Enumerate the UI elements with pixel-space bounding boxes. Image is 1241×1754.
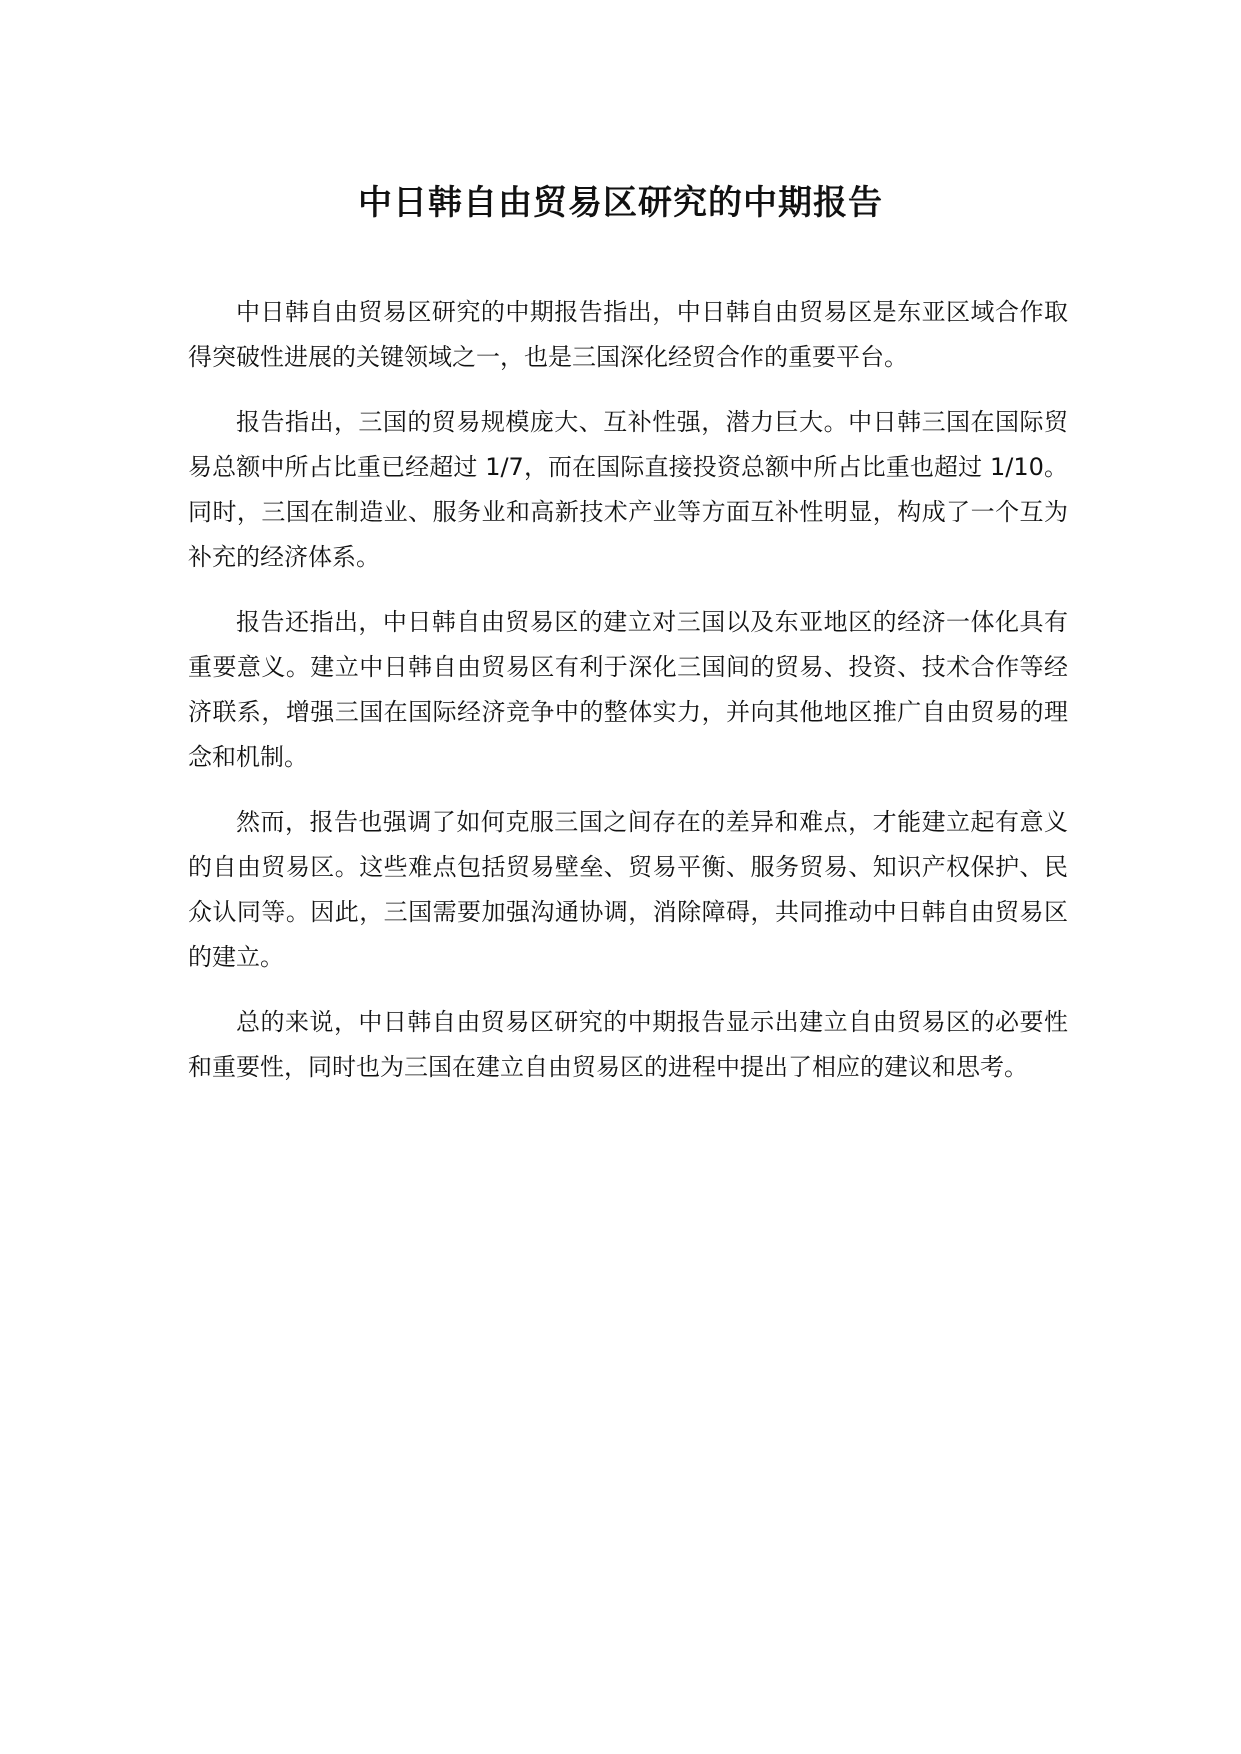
paragraph-2: 报告指出，三国的贸易规模庞大、互补性强，潜力巨大。中日韩三国在国际贸易总额中所占比重已经超过 1/7，而在国际直接投资总额中所占比重也超过 1/10。同时，三国在制造业、服务业和高新技术产业等方面互补性明显，构成了一个互为补充的经济体系。	[188, 408, 1068, 571]
paragraph-1: 中日韩自由贸易区研究的中期报告指出，中日韩自由贸易区是东亚区域合作取得突破性进展的关键领域之一，也是三国深化经贸合作的重要平台。	[188, 298, 1068, 371]
document-body	[188, 290, 1068, 1110]
paragraph-3: 报告还指出，中日韩自由贸易区的建立对三国以及东亚地区的经济一体化具有重要意义。建立中日韩自由贸易区有利于深化三国间的贸易、投资、技术合作等经济联系，增强三国在国际经济竞争中的整体实力，并向其他地区推广自由贸易的理念和机制。	[188, 608, 1068, 771]
document-title: 中日韩自由贸易区研究的中期报告	[358, 183, 883, 223]
paragraph-5: 总的来说，中日韩自由贸易区研究的中期报告显示出建立自由贸易区的必要性和重要性，同时也为三国在建立自由贸易区的进程中提出了相应的建议和思考。	[188, 1008, 1068, 1081]
paragraph-4: 然而，报告也强调了如何克服三国之间存在的差异和难点，才能建立起有意义的自由贸易区。这些难点包括贸易壁垒、贸易平衡、服务贸易、知识产权保护、民众认同等。因此，三国需要加强沟通协调，消除障碍，共同推动中日韩自由贸易区的建立。	[188, 808, 1068, 971]
